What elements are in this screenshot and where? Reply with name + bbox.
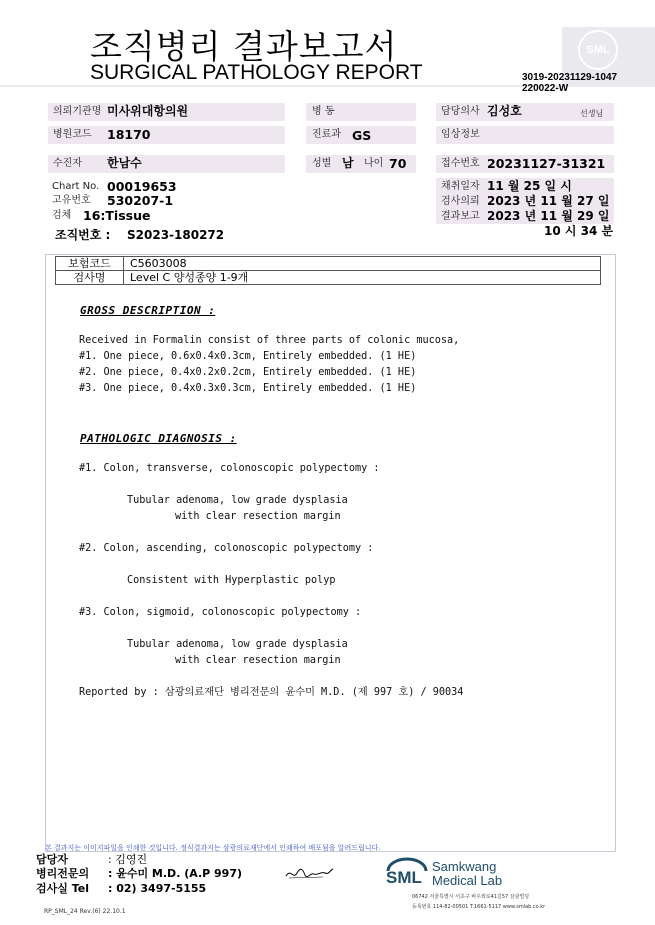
chart-no-value: 00019653 xyxy=(107,179,177,194)
diagnosis-2-finding: Consistent with Hyperplastic polyp xyxy=(127,575,336,586)
diagnosis-1-margin: with clear resection margin xyxy=(175,511,341,522)
gross-line-4: #3. One piece, 0.4x0.3x0.3cm, Entirely embedded. (1 HE) xyxy=(79,383,417,394)
diagnosis-1-finding: Tubular adenoma, low grade dysplasia xyxy=(127,495,348,506)
lab-tel-label: 검사실 Tel xyxy=(36,882,89,895)
gross-description-title: GROSS DESCRIPTION : xyxy=(80,304,216,317)
receipt-value: 20231127-31321 xyxy=(487,156,606,171)
lab-name-line1: Samkwang xyxy=(432,859,497,874)
insurance-code-row xyxy=(56,257,601,271)
result-label: 결과보고 xyxy=(441,211,480,222)
sex-value: 남 xyxy=(342,156,354,170)
tissue-no-value: S2023-180272 xyxy=(127,228,225,242)
patient-value: 한남수 xyxy=(107,156,142,170)
clinical-label: 임상정보 xyxy=(441,129,480,140)
sex-label: 성별 xyxy=(312,158,332,169)
report-number-line1: 3019-20231129-1047 xyxy=(522,72,618,83)
test-name-row xyxy=(56,271,601,285)
report-number xyxy=(522,72,617,94)
diagnosis-3-finding: Tubular adenoma, low grade dysplasia xyxy=(127,639,348,650)
chart-no-label: Chart No. xyxy=(52,181,100,192)
age-label: 나이 xyxy=(364,158,384,169)
unique-no-label: 고유번호 xyxy=(52,195,91,206)
lab-registration: 등록번호 114-82-00501 T.1661-5117 www.smlab.co.kr xyxy=(412,904,546,910)
insurance-code-value: C5603008 xyxy=(124,257,601,271)
age-value: 70 xyxy=(389,156,407,171)
staff-value: : 김영진 xyxy=(108,853,148,866)
institution-value: 미사위대항의원 xyxy=(107,104,189,118)
specimen-value: 16:Tissue xyxy=(83,208,151,223)
form-code: RP_SML_24 Rev.(6) 22.10.1 xyxy=(44,908,126,915)
insurance-code-label: 보험코드 xyxy=(56,257,124,271)
specimen-label: 검체 xyxy=(52,210,72,221)
hospital-code-value: 18170 xyxy=(107,127,151,142)
dept-value: GS xyxy=(352,128,372,143)
gross-line-1: Received in Formalin consist of three parts of colonic mucosa, xyxy=(79,335,460,346)
gross-line-2: #1. One piece, 0.6x0.4x0.3cm, Entirely embedded. (1 HE) xyxy=(79,351,417,362)
lab-address: 06742 서울특별시 서초구 바우뫼로41길57 삼광빌딩 xyxy=(412,894,530,900)
gross-line-3: #2. One piece, 0.4x0.2x0.2cm, Entirely embedded. (1 HE) xyxy=(79,367,417,378)
diagnosis-3-site: #3. Colon, sigmoid, colonoscopic polypectomy : xyxy=(79,607,362,618)
result-value: 2023 년 11 월 29 일 xyxy=(487,209,610,223)
diagnosis-3-margin: with clear resection margin xyxy=(175,655,341,666)
title-english: SURGICAL PATHOLOGY REPORT xyxy=(90,61,423,84)
result-time: 10 시 34 분 xyxy=(544,224,614,238)
test-name-value: Level C 양성종양 1-9개 xyxy=(124,271,601,285)
doctor-value: 김성호 xyxy=(487,104,522,118)
signature-image xyxy=(283,864,335,882)
lab-tel-value: : 02) 3497-5155 xyxy=(108,882,207,895)
institution-label: 의뢰기관명 xyxy=(53,106,102,117)
insurance-table xyxy=(55,256,601,285)
receipt-label: 접수번호 xyxy=(441,158,480,169)
request-label: 검사의뢰 xyxy=(441,196,480,207)
collect-label: 채취일자 xyxy=(441,181,480,192)
sml-logo: SML xyxy=(578,30,618,70)
pathologic-diagnosis-title: PATHOLOGIC DIAGNOSIS : xyxy=(80,432,237,445)
ward-label: 병 동 xyxy=(312,106,335,117)
doctor-suffix: 선생님 xyxy=(580,109,604,118)
unique-no-value: 530207-1 xyxy=(107,193,174,208)
patient-label: 수진자 xyxy=(53,158,82,169)
patient-row xyxy=(48,155,285,173)
test-name-label: 검사명 xyxy=(56,271,124,285)
doctor-label: 담당의사 xyxy=(441,106,480,117)
pathologist-value: : 윤수미 M.D. (A.P 997) xyxy=(108,867,243,880)
request-value: 2023 년 11 월 27 일 xyxy=(487,194,610,208)
sml-lab-logo-text: SML xyxy=(386,868,422,887)
dept-label: 진료과 xyxy=(312,129,341,140)
title-korean: 조직병리 결과보고서 xyxy=(90,27,398,66)
pathologist-label: 병리전문의 xyxy=(36,867,90,880)
diagnosis-1-site: #1. Colon, transverse, colonoscopic polypectomy : xyxy=(79,463,380,474)
print-notice: 본 결과지는 이미지파일을 인쇄한 것입니다. 정식결과지는 삼광의료재단에서 인쇄하여 배포됨을 알려드립니다. xyxy=(45,844,381,852)
staff-label: 담당자 xyxy=(36,853,68,866)
report-number-line2: 220022-W xyxy=(522,83,569,94)
collect-value: 11 월 25 일 시 xyxy=(487,179,572,193)
diagnosis-2-site: #2. Colon, ascending, colonoscopic polypectomy : xyxy=(79,543,374,554)
tissue-no-label: 조직번호 : xyxy=(55,228,111,242)
lab-name-line2: Medical Lab xyxy=(432,873,503,888)
reported-by: Reported by : 삼광의료재단 병리전문의 윤수미 M.D. (제 997 호) / 90034 xyxy=(79,687,464,698)
hospital-code-label: 병원코드 xyxy=(53,129,92,140)
